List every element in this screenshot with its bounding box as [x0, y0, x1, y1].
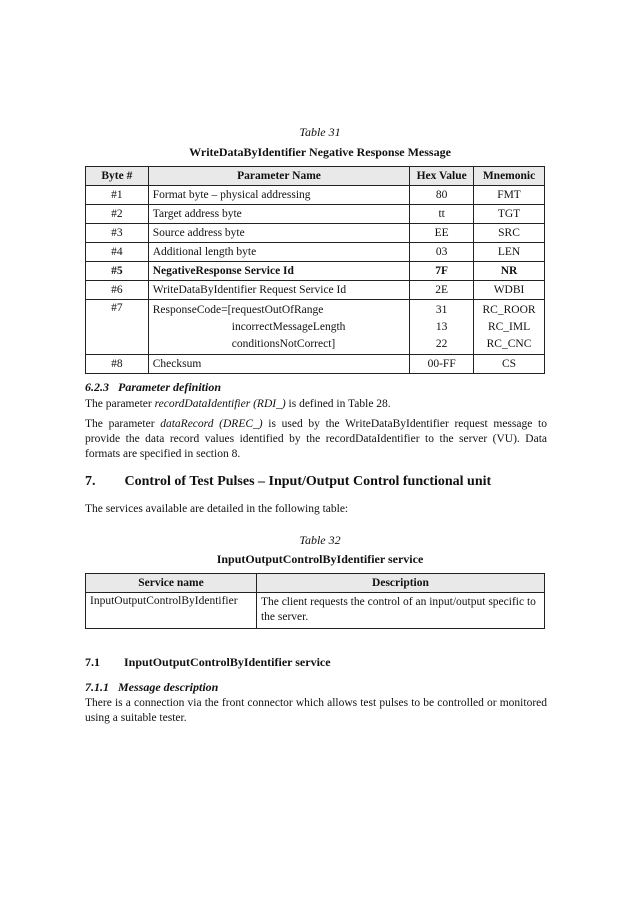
- cell-byte: #1: [86, 186, 149, 205]
- cell-mnemonic: [474, 300, 545, 355]
- cell-hex: 03: [410, 243, 474, 262]
- cell-hex: 7F: [410, 262, 474, 281]
- cell-byte: #4: [86, 243, 149, 262]
- cell-mnemonic: NR: [474, 262, 545, 281]
- cell-service-name: InputOutputControlByIdentifier: [86, 593, 257, 629]
- header-hex-value: Hex Value: [410, 167, 474, 186]
- section-number: 7.1.1: [85, 680, 109, 694]
- mnemonic-line: RC_CNC: [486, 338, 532, 350]
- header-byte: Byte #: [86, 167, 149, 186]
- text: The parameter: [85, 418, 161, 430]
- cell-mnemonic: LEN: [474, 243, 545, 262]
- cell-name: WriteDataByIdentifier Request Service Id: [148, 281, 410, 300]
- cell-mnemonic: SRC: [474, 224, 545, 243]
- table-header-row: [86, 167, 545, 186]
- table-row: [86, 243, 545, 262]
- cell-name: [148, 300, 410, 355]
- section-7-intro: The services available are detailed in the following table:: [85, 503, 349, 515]
- table-31-label: Table 31: [299, 125, 341, 139]
- cell-byte: #7: [86, 300, 149, 355]
- table-row: [86, 186, 545, 205]
- header-parameter-name: Parameter Name: [148, 167, 410, 186]
- cell-description: The client requests the control of an input/output specific to the server.: [256, 593, 544, 629]
- section-7-heading: [85, 474, 491, 490]
- cell-mnemonic: FMT: [474, 186, 545, 205]
- header-mnemonic: Mnemonic: [474, 167, 545, 186]
- cell-name: Additional length byte: [148, 243, 410, 262]
- mnemonic-line: RC_ROOR: [482, 304, 536, 316]
- cell-hex: [410, 300, 474, 355]
- section-7-1-heading: [85, 655, 331, 670]
- cell-name: Source address byte: [148, 224, 410, 243]
- cell-name: Format byte – physical addressing: [148, 186, 410, 205]
- text: The parameter: [85, 398, 155, 410]
- cell-hex: 80: [410, 186, 474, 205]
- header-description: Description: [256, 574, 544, 593]
- section-number: 6.2.3: [85, 380, 109, 394]
- cell-hex: 2E: [410, 281, 474, 300]
- header-service-name: Service name: [86, 574, 257, 593]
- table-row: [86, 355, 545, 374]
- text: is used by the WriteDataByIdentifier request message to provide the data record values identified by the recordDataIdentifier to the server (VU). Data formats are specified in section 8.: [85, 418, 547, 460]
- cell-hex: 00-FF: [410, 355, 474, 374]
- text: is defined in Table 28.: [285, 398, 391, 410]
- table-31-title: WriteDataByIdentifier Negative Response Message: [189, 145, 451, 159]
- cell-byte: #5: [86, 262, 149, 281]
- table-row: [86, 281, 545, 300]
- section-number: 7.: [85, 474, 96, 489]
- paragraph-rdi: [85, 397, 547, 412]
- cell-byte: #3: [86, 224, 149, 243]
- cell-hex: tt: [410, 205, 474, 224]
- section-6-2-3-heading: [85, 380, 221, 395]
- cell-hex: EE: [410, 224, 474, 243]
- cell-byte: #6: [86, 281, 149, 300]
- section-title: Message description: [118, 680, 219, 694]
- cell-byte: #2: [86, 205, 149, 224]
- table-32: [85, 573, 545, 629]
- response-code-line: ResponseCode=[requestOutOfRange: [152, 304, 324, 316]
- table-row: [86, 593, 545, 629]
- cell-mnemonic: WDBI: [474, 281, 545, 300]
- table-row: [86, 205, 545, 224]
- cell-name: NegativeResponse Service Id: [148, 262, 410, 281]
- term-drec: dataRecord (DREC_): [160, 418, 263, 430]
- response-code-line: incorrectMessageLength: [231, 321, 346, 333]
- table-row: [86, 224, 545, 243]
- cell-byte: #8: [86, 355, 149, 374]
- table-header-row: [86, 574, 545, 593]
- mnemonic-line: RC_IML: [487, 321, 531, 333]
- message-description-text: There is a connection via the front connector which allows test pulses to be controlled or monitored using a suitable tester.: [85, 697, 547, 724]
- cell-name: Target address byte: [148, 205, 410, 224]
- hex-line: 13: [435, 321, 448, 333]
- table-32-label: Table 32: [299, 533, 341, 547]
- section-number: 7.1: [85, 655, 100, 669]
- section-title: InputOutputControlByIdentifier service: [124, 655, 331, 669]
- response-code-line: conditionsNotCorrect]: [231, 338, 336, 350]
- paragraph-drec: [85, 417, 547, 462]
- hex-line: 31: [435, 304, 448, 316]
- cell-name: Checksum: [148, 355, 410, 374]
- section-7-1-1-heading: [85, 680, 218, 695]
- cell-mnemonic: TGT: [474, 205, 545, 224]
- table-row: [86, 300, 545, 355]
- section-title: Parameter definition: [118, 380, 221, 394]
- cell-mnemonic: CS: [474, 355, 545, 374]
- term-rdi: recordDataIdentifier (RDI_): [154, 398, 286, 410]
- table-row: [86, 262, 545, 281]
- table-32-title: InputOutputControlByIdentifier service: [216, 552, 424, 566]
- section-title: Control of Test Pulses – Input/Output Control functional unit: [124, 474, 492, 489]
- hex-line: 22: [435, 338, 448, 350]
- table-31: [85, 166, 545, 374]
